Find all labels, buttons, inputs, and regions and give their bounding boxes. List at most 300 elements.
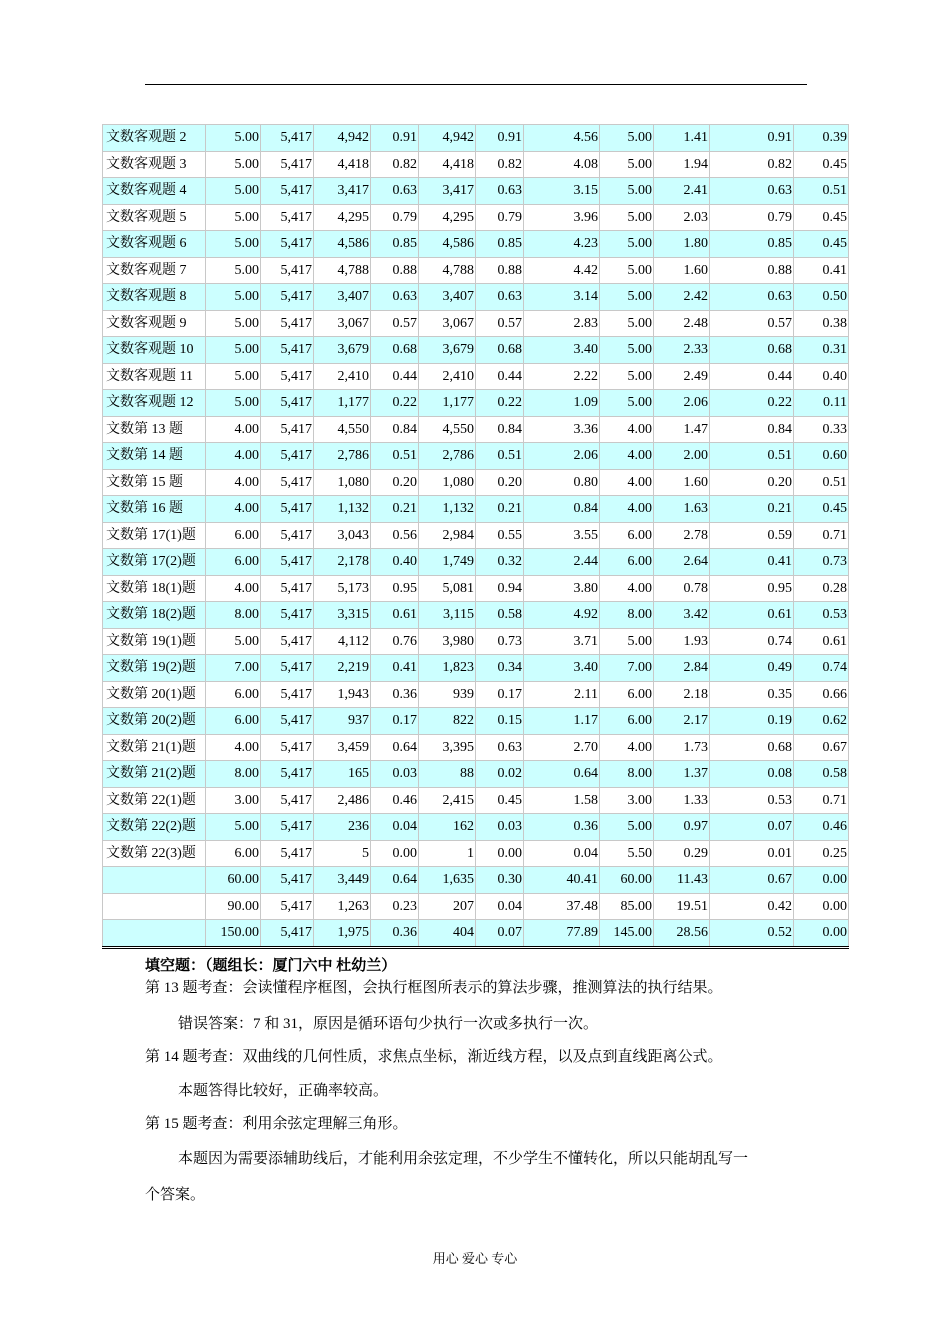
section-heading: 填空题：（题组长：厦门六中 杜幼兰）	[145, 958, 397, 974]
value-cell: 0.45	[794, 231, 849, 258]
value-cell: 0.22	[371, 390, 419, 417]
value-cell: 5,417	[261, 257, 314, 284]
value-cell: 5.00	[600, 284, 654, 311]
value-cell: 0.40	[794, 363, 849, 390]
value-cell: 3.15	[524, 178, 600, 205]
value-cell: 0.08	[710, 761, 794, 788]
value-cell: 6.00	[206, 840, 261, 867]
value-cell: 6.00	[600, 522, 654, 549]
value-cell: 0.40	[371, 549, 419, 576]
value-cell: 1.73	[654, 734, 710, 761]
value-cell: 3,417	[314, 178, 371, 205]
value-cell: 4.00	[600, 443, 654, 470]
value-cell: 0.28	[794, 575, 849, 602]
value-cell: 0.95	[710, 575, 794, 602]
value-cell: 5.00	[206, 257, 261, 284]
value-cell: 0.88	[371, 257, 419, 284]
value-cell: 0.97	[654, 814, 710, 841]
row-label-cell: 文数第 20(1)题	[103, 681, 206, 708]
value-cell: 5.00	[206, 814, 261, 841]
value-cell: 0.22	[476, 390, 524, 417]
value-cell: 0.04	[524, 840, 600, 867]
table-row	[103, 257, 849, 284]
value-cell: 4.00	[206, 575, 261, 602]
value-cell: 5,417	[261, 231, 314, 258]
row-label-cell	[103, 893, 206, 920]
value-cell: 0.46	[371, 787, 419, 814]
value-cell: 5	[314, 840, 371, 867]
value-cell: 4.00	[600, 734, 654, 761]
table-row	[103, 602, 849, 629]
value-cell: 0.17	[476, 681, 524, 708]
value-cell: 2.48	[654, 310, 710, 337]
value-cell: 5,417	[261, 151, 314, 178]
value-cell: 3,067	[419, 310, 476, 337]
table-body	[103, 125, 849, 948]
value-cell: 0.57	[710, 310, 794, 337]
value-cell: 0.34	[476, 655, 524, 682]
value-cell: 40.41	[524, 867, 600, 894]
value-cell: 1,635	[419, 867, 476, 894]
value-cell: 0.00	[794, 893, 849, 920]
value-cell: 0.42	[710, 893, 794, 920]
value-cell: 0.88	[476, 257, 524, 284]
value-cell: 2,410	[419, 363, 476, 390]
table-row	[103, 178, 849, 205]
value-cell: 3,980	[419, 628, 476, 655]
row-label-cell: 文数第 21(1)题	[103, 734, 206, 761]
value-cell: 4.08	[524, 151, 600, 178]
value-cell: 0.68	[710, 337, 794, 364]
paragraph-q14-note: 本题答得比较好，正确率较高。	[178, 1083, 389, 1099]
value-cell: 0.85	[710, 231, 794, 258]
value-cell: 0.25	[794, 840, 849, 867]
row-label-cell: 文数第 18(1)题	[103, 575, 206, 602]
value-cell: 5.00	[206, 284, 261, 311]
value-cell: 0.64	[371, 734, 419, 761]
value-cell: 5,417	[261, 893, 314, 920]
value-cell: 1.94	[654, 151, 710, 178]
table-row	[103, 761, 849, 788]
value-cell: 5,417	[261, 575, 314, 602]
value-cell: 0.73	[476, 628, 524, 655]
value-cell: 2.06	[654, 390, 710, 417]
value-cell: 0.74	[710, 628, 794, 655]
value-cell: 2.49	[654, 363, 710, 390]
value-cell: 0.63	[710, 284, 794, 311]
value-cell: 5,417	[261, 787, 314, 814]
value-cell: 0.51	[794, 469, 849, 496]
value-cell: 0.63	[371, 178, 419, 205]
value-cell: 0.84	[371, 416, 419, 443]
value-cell: 0.41	[371, 655, 419, 682]
value-cell: 5,417	[261, 178, 314, 205]
value-cell: 1,132	[419, 496, 476, 523]
row-label-cell: 文数第 22(1)题	[103, 787, 206, 814]
value-cell: 3,679	[419, 337, 476, 364]
value-cell: 0.45	[794, 496, 849, 523]
value-cell: 2,410	[314, 363, 371, 390]
value-cell: 0.00	[476, 840, 524, 867]
value-cell: 236	[314, 814, 371, 841]
value-cell: 3.55	[524, 522, 600, 549]
value-cell: 77.89	[524, 920, 600, 948]
value-cell: 0.44	[710, 363, 794, 390]
value-cell: 0.95	[371, 575, 419, 602]
value-cell: 3.71	[524, 628, 600, 655]
row-label-cell: 文数客观题 9	[103, 310, 206, 337]
value-cell: 0.30	[476, 867, 524, 894]
value-cell: 0.71	[794, 787, 849, 814]
row-label-cell: 文数第 16 题	[103, 496, 206, 523]
page-footer: 用心 爱心 专心	[432, 1251, 518, 1266]
value-cell: 5,417	[261, 522, 314, 549]
value-cell: 0.52	[710, 920, 794, 948]
value-cell: 0.53	[710, 787, 794, 814]
value-cell: 2.00	[654, 443, 710, 470]
value-cell: 5,417	[261, 681, 314, 708]
value-cell: 5,417	[261, 204, 314, 231]
value-cell: 5,417	[261, 390, 314, 417]
value-cell: 0.39	[794, 125, 849, 152]
row-label-cell: 文数客观题 6	[103, 231, 206, 258]
value-cell: 0.68	[710, 734, 794, 761]
value-cell: 5.00	[206, 310, 261, 337]
value-cell: 7.00	[600, 655, 654, 682]
value-cell: 0.20	[476, 469, 524, 496]
value-cell: 5,417	[261, 416, 314, 443]
value-cell: 0.21	[371, 496, 419, 523]
value-cell: 5.00	[600, 628, 654, 655]
value-cell: 0.68	[476, 337, 524, 364]
value-cell: 0.58	[476, 602, 524, 629]
value-cell: 2.70	[524, 734, 600, 761]
row-label-cell	[103, 867, 206, 894]
row-label-cell: 文数客观题 3	[103, 151, 206, 178]
value-cell: 404	[419, 920, 476, 948]
value-cell: 5.00	[206, 337, 261, 364]
value-cell: 5,417	[261, 814, 314, 841]
value-cell: 5,417	[261, 655, 314, 682]
value-cell: 3,459	[314, 734, 371, 761]
value-cell: 0.45	[794, 151, 849, 178]
value-cell: 5.50	[600, 840, 654, 867]
value-cell: 4,418	[314, 151, 371, 178]
value-cell: 0.88	[710, 257, 794, 284]
table-row	[103, 840, 849, 867]
value-cell: 0.56	[371, 522, 419, 549]
value-cell: 0.84	[710, 416, 794, 443]
value-cell: 0.04	[476, 893, 524, 920]
table-row	[103, 310, 849, 337]
value-cell: 5,417	[261, 443, 314, 470]
value-cell: 939	[419, 681, 476, 708]
value-cell: 0.74	[794, 655, 849, 682]
value-cell: 0.78	[654, 575, 710, 602]
value-cell: 0.50	[794, 284, 849, 311]
value-cell: 0.80	[524, 469, 600, 496]
value-cell: 0.33	[794, 416, 849, 443]
table-row	[103, 125, 849, 152]
paragraph-q14: 第 14 题考查：双曲线的几何性质，求焦点坐标，渐近线方程，以及点到直线距离公式。	[145, 1049, 723, 1065]
value-cell: 2.11	[524, 681, 600, 708]
paragraph-q13: 第 13 题考查：会读懂程序框图，会执行框图所表示的算法步骤，推测算法的执行结果。	[145, 980, 723, 996]
value-cell: 0.21	[476, 496, 524, 523]
row-label-cell: 文数第 22(2)题	[103, 814, 206, 841]
value-cell: 5.00	[600, 125, 654, 152]
value-cell: 0.01	[710, 840, 794, 867]
value-cell: 0.94	[476, 575, 524, 602]
paragraph-q13-note: 错误答案：7 和 31，原因是循环语句少执行一次或多执行一次。	[178, 1016, 599, 1032]
value-cell: 1,823	[419, 655, 476, 682]
value-cell: 19.51	[654, 893, 710, 920]
value-cell: 0.07	[710, 814, 794, 841]
value-cell: 0.61	[371, 602, 419, 629]
value-cell: 5,173	[314, 575, 371, 602]
value-cell: 6.00	[600, 681, 654, 708]
value-cell: 5,417	[261, 284, 314, 311]
value-cell: 0.91	[476, 125, 524, 152]
value-cell: 2.78	[654, 522, 710, 549]
value-cell: 5,417	[261, 867, 314, 894]
value-cell: 5.00	[600, 390, 654, 417]
value-cell: 5,417	[261, 363, 314, 390]
value-cell: 0.17	[371, 708, 419, 735]
row-label-cell: 文数第 21(2)题	[103, 761, 206, 788]
table-row	[103, 337, 849, 364]
table-row	[103, 443, 849, 470]
value-cell: 5.00	[206, 125, 261, 152]
table-row	[103, 787, 849, 814]
value-cell: 3.42	[654, 602, 710, 629]
value-cell: 3,067	[314, 310, 371, 337]
row-label-cell: 文数客观题 12	[103, 390, 206, 417]
value-cell: 0.63	[476, 734, 524, 761]
value-cell: 0.15	[476, 708, 524, 735]
value-cell: 5.00	[206, 363, 261, 390]
value-cell: 4.00	[206, 443, 261, 470]
value-cell: 0.11	[794, 390, 849, 417]
value-cell: 822	[419, 708, 476, 735]
value-cell: 0.55	[476, 522, 524, 549]
value-cell: 0.49	[710, 655, 794, 682]
value-cell: 150.00	[206, 920, 261, 948]
value-cell: 3,395	[419, 734, 476, 761]
value-cell: 1,943	[314, 681, 371, 708]
value-cell: 4.23	[524, 231, 600, 258]
value-cell: 0.62	[794, 708, 849, 735]
value-cell: 0.00	[794, 920, 849, 948]
value-cell: 0.64	[371, 867, 419, 894]
value-cell: 4.42	[524, 257, 600, 284]
value-cell: 5,417	[261, 734, 314, 761]
value-cell: 0.29	[654, 840, 710, 867]
value-cell: 6.00	[206, 522, 261, 549]
value-cell: 4,942	[419, 125, 476, 152]
value-cell: 4.92	[524, 602, 600, 629]
row-label-cell: 文数第 15 题	[103, 469, 206, 496]
value-cell: 2.17	[654, 708, 710, 735]
row-label-cell: 文数客观题 2	[103, 125, 206, 152]
value-cell: 4,295	[314, 204, 371, 231]
value-cell: 2,219	[314, 655, 371, 682]
value-cell: 11.43	[654, 867, 710, 894]
value-cell: 1,975	[314, 920, 371, 948]
value-cell: 0.79	[371, 204, 419, 231]
value-cell: 0.02	[476, 761, 524, 788]
table-row	[103, 920, 849, 948]
value-cell: 0.91	[710, 125, 794, 152]
value-cell: 5.00	[600, 363, 654, 390]
row-label-cell: 文数第 18(2)题	[103, 602, 206, 629]
value-cell: 0.59	[710, 522, 794, 549]
value-cell: 0.19	[710, 708, 794, 735]
table-row	[103, 628, 849, 655]
value-cell: 4,586	[314, 231, 371, 258]
header-rule	[145, 84, 807, 85]
value-cell: 1.80	[654, 231, 710, 258]
row-label-cell: 文数客观题 8	[103, 284, 206, 311]
value-cell: 4,550	[419, 416, 476, 443]
value-cell: 0.46	[794, 814, 849, 841]
value-cell: 0.20	[371, 469, 419, 496]
row-label-cell: 文数第 13 题	[103, 416, 206, 443]
table-row	[103, 390, 849, 417]
value-cell: 4.00	[206, 416, 261, 443]
value-cell: 4,788	[314, 257, 371, 284]
value-cell: 90.00	[206, 893, 261, 920]
paragraph-q15-note-line2: 个答案。	[145, 1187, 206, 1203]
value-cell: 0.73	[794, 549, 849, 576]
value-cell: 5.00	[600, 204, 654, 231]
value-cell: 2.44	[524, 549, 600, 576]
value-cell: 0.82	[710, 151, 794, 178]
value-cell: 0.03	[371, 761, 419, 788]
value-cell: 0.51	[794, 178, 849, 205]
value-cell: 0.63	[476, 178, 524, 205]
value-cell: 3,407	[314, 284, 371, 311]
value-cell: 1,080	[419, 469, 476, 496]
value-cell: 5,417	[261, 310, 314, 337]
value-cell: 0.22	[710, 390, 794, 417]
value-cell: 4.56	[524, 125, 600, 152]
value-cell: 2.06	[524, 443, 600, 470]
value-cell: 5,417	[261, 761, 314, 788]
value-cell: 2,178	[314, 549, 371, 576]
value-cell: 2.03	[654, 204, 710, 231]
value-cell: 0.68	[371, 337, 419, 364]
table-row	[103, 893, 849, 920]
value-cell: 2.42	[654, 284, 710, 311]
value-cell: 6.00	[206, 549, 261, 576]
value-cell: 4,788	[419, 257, 476, 284]
value-cell: 5,417	[261, 708, 314, 735]
value-cell: 5,417	[261, 337, 314, 364]
value-cell: 0.63	[371, 284, 419, 311]
value-cell: 4.00	[600, 416, 654, 443]
value-cell: 1,132	[314, 496, 371, 523]
value-cell: 145.00	[600, 920, 654, 948]
value-cell: 0.45	[476, 787, 524, 814]
value-cell: 0.31	[794, 337, 849, 364]
value-cell: 6.00	[206, 708, 261, 735]
value-cell: 1,749	[419, 549, 476, 576]
value-cell: 3.96	[524, 204, 600, 231]
value-cell: 1.09	[524, 390, 600, 417]
table-row	[103, 549, 849, 576]
value-cell: 1,263	[314, 893, 371, 920]
value-cell: 3,679	[314, 337, 371, 364]
value-cell: 0.35	[710, 681, 794, 708]
value-cell: 1.60	[654, 257, 710, 284]
value-cell: 3.00	[600, 787, 654, 814]
value-cell: 0.67	[794, 734, 849, 761]
value-cell: 0.79	[710, 204, 794, 231]
value-cell: 0.67	[710, 867, 794, 894]
value-cell: 0.04	[371, 814, 419, 841]
row-label-cell: 文数第 20(2)题	[103, 708, 206, 735]
value-cell: 0.85	[371, 231, 419, 258]
value-cell: 3,043	[314, 522, 371, 549]
row-label-cell: 文数客观题 5	[103, 204, 206, 231]
value-cell: 1,177	[419, 390, 476, 417]
value-cell: 6.00	[600, 549, 654, 576]
value-cell: 2,415	[419, 787, 476, 814]
value-cell: 1.93	[654, 628, 710, 655]
value-cell: 5.00	[600, 310, 654, 337]
value-cell: 0.51	[710, 443, 794, 470]
value-cell: 0.64	[524, 761, 600, 788]
value-cell: 0.44	[476, 363, 524, 390]
value-cell: 1.37	[654, 761, 710, 788]
value-cell: 5,417	[261, 496, 314, 523]
value-cell: 4,550	[314, 416, 371, 443]
value-cell: 5.00	[206, 390, 261, 417]
table-row	[103, 814, 849, 841]
value-cell: 2.64	[654, 549, 710, 576]
value-cell: 0.45	[794, 204, 849, 231]
value-cell: 1,080	[314, 469, 371, 496]
value-cell: 2.83	[524, 310, 600, 337]
value-cell: 0.32	[476, 549, 524, 576]
value-cell: 6.00	[600, 708, 654, 735]
value-cell: 0.79	[476, 204, 524, 231]
value-cell: 0.23	[371, 893, 419, 920]
value-cell: 0.60	[794, 443, 849, 470]
value-cell: 0.84	[476, 416, 524, 443]
paragraph-q15: 第 15 题考查：利用余弦定理解三角形。	[145, 1116, 408, 1132]
value-cell: 1	[419, 840, 476, 867]
value-cell: 5.00	[600, 151, 654, 178]
value-cell: 5.00	[600, 814, 654, 841]
value-cell: 3,315	[314, 602, 371, 629]
table-row	[103, 363, 849, 390]
table-row	[103, 231, 849, 258]
table-row	[103, 204, 849, 231]
value-cell: 0.07	[476, 920, 524, 948]
value-cell: 60.00	[600, 867, 654, 894]
value-cell: 85.00	[600, 893, 654, 920]
value-cell: 0.82	[476, 151, 524, 178]
value-cell: 3.36	[524, 416, 600, 443]
value-cell: 5.00	[600, 231, 654, 258]
row-label-cell: 文数第 22(3)题	[103, 840, 206, 867]
value-cell: 0.41	[710, 549, 794, 576]
value-cell: 5.00	[206, 628, 261, 655]
value-cell: 2.33	[654, 337, 710, 364]
value-cell: 0.36	[371, 681, 419, 708]
value-cell: 5,081	[419, 575, 476, 602]
